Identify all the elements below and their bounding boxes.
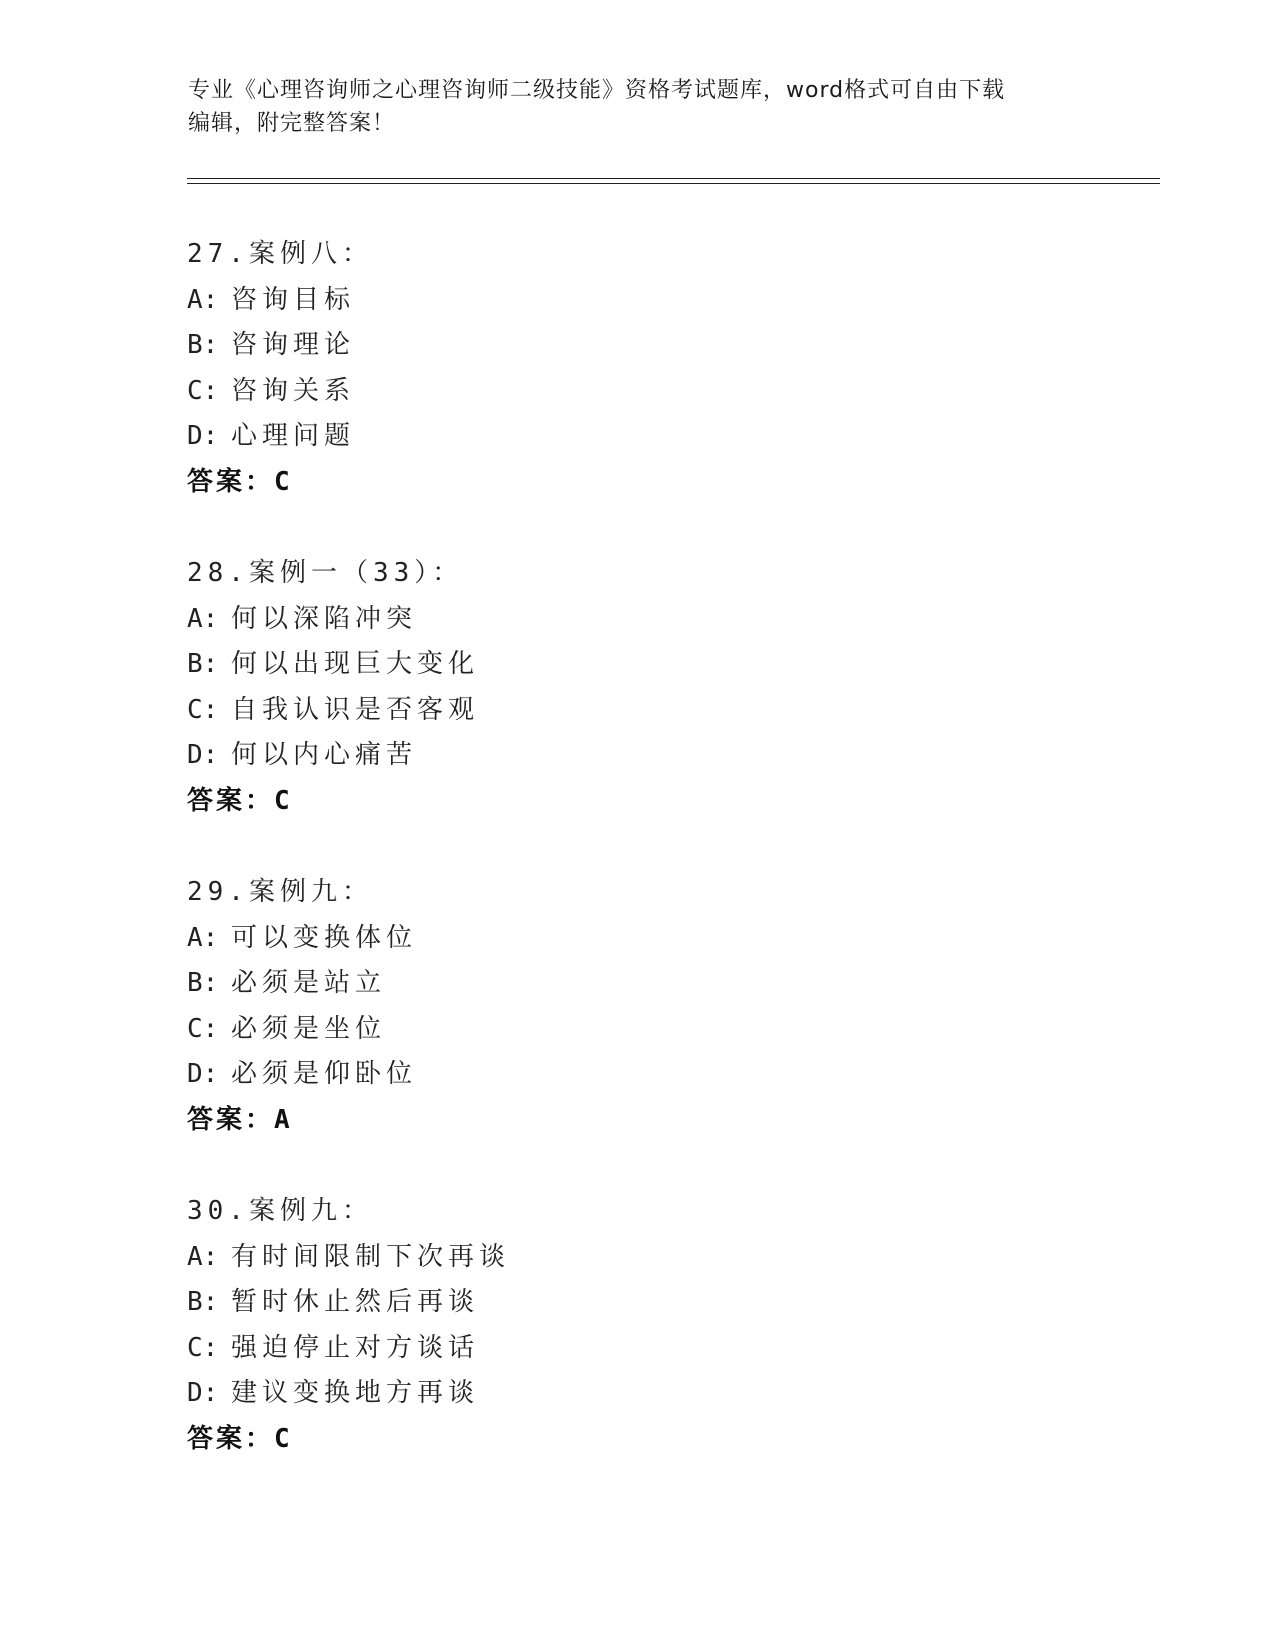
option-a: [187, 916, 1187, 962]
option-d: [187, 1371, 1187, 1417]
option-b: [187, 961, 1187, 1007]
answer-value: C: [274, 466, 293, 497]
option-label: D:: [187, 421, 219, 451]
question-stem: 27.案例八：: [187, 239, 373, 269]
option-text: 咨询理论: [231, 330, 356, 360]
option-text: 必须是站立: [231, 968, 387, 998]
option-label: C:: [187, 694, 219, 725]
header-line-1: 专业《心理咨询师之心理咨询师二级技能》资格考试题库，word格式可自由下载: [188, 78, 1006, 103]
option-d: [187, 414, 1187, 460]
option-c: [187, 688, 1187, 734]
option-text: 建议变换地方再谈: [231, 1378, 480, 1408]
answer-label: 答案：: [187, 466, 275, 497]
option-text: 自我认识是否客观: [231, 694, 480, 725]
option-text: 何以出现巨大变化: [231, 649, 480, 679]
option-text: 可以变换体位: [231, 922, 418, 953]
question-29: [187, 870, 1187, 1143]
document-header: [188, 74, 1088, 140]
option-label: C:: [187, 375, 219, 406]
question-stem: 28.案例一（33）：: [187, 558, 464, 588]
option-text: 必须是仰卧位: [231, 1059, 418, 1089]
option-label: D:: [187, 740, 219, 770]
option-d: [187, 1052, 1187, 1098]
option-label: A:: [187, 922, 219, 953]
answer-label: 答案：: [187, 785, 275, 816]
option-label: C:: [187, 1332, 219, 1363]
header-divider-top: [187, 178, 1160, 179]
answer-line: [187, 779, 1187, 825]
option-c: [187, 1326, 1187, 1372]
option-label: B:: [187, 1287, 219, 1317]
option-a: [187, 278, 1187, 324]
option-text: 咨询关系: [231, 375, 356, 406]
option-a: [187, 597, 1187, 643]
header-line-2: 编辑，附完整答案！: [188, 111, 396, 136]
option-label: A:: [187, 603, 219, 634]
option-text: 暂时休止然后再谈: [231, 1287, 480, 1317]
question-stem: 30.案例九：: [187, 1196, 373, 1226]
option-c: [187, 1007, 1187, 1053]
answer-value: A: [274, 1104, 293, 1135]
answer-line: [187, 1098, 1187, 1144]
option-b: [187, 323, 1187, 369]
option-text: 何以深陷冲突: [231, 603, 418, 634]
option-text: 强迫停止对方谈话: [231, 1332, 480, 1363]
question-30: [187, 1189, 1187, 1462]
answer-line: [187, 1417, 1187, 1463]
option-c: [187, 369, 1187, 415]
question-stem: 29.案例九：: [187, 877, 373, 907]
option-text: 有时间限制下次再谈: [231, 1241, 511, 1272]
option-d: [187, 733, 1187, 779]
option-b: [187, 642, 1187, 688]
answer-label: 答案：: [187, 1104, 275, 1135]
option-label: D:: [187, 1378, 219, 1408]
option-text: 心理问题: [231, 421, 356, 451]
option-label: B:: [187, 968, 219, 998]
option-text: 何以内心痛苦: [231, 740, 418, 770]
question-list: [187, 232, 1187, 1508]
question-28: [187, 551, 1187, 824]
answer-value: C: [274, 785, 293, 816]
answer-label: 答案：: [187, 1423, 275, 1454]
answer-value: C: [274, 1423, 293, 1454]
option-text: 咨询目标: [231, 284, 356, 315]
option-b: [187, 1280, 1187, 1326]
option-label: A:: [187, 1241, 219, 1272]
option-a: [187, 1235, 1187, 1281]
header-divider-bottom: [187, 183, 1160, 184]
option-label: D:: [187, 1059, 219, 1089]
option-label: C:: [187, 1013, 219, 1044]
option-label: A:: [187, 284, 219, 315]
option-label: B:: [187, 649, 219, 679]
option-text: 必须是坐位: [231, 1013, 387, 1044]
option-label: B:: [187, 330, 219, 360]
question-27: [187, 232, 1187, 505]
answer-line: [187, 460, 1187, 506]
